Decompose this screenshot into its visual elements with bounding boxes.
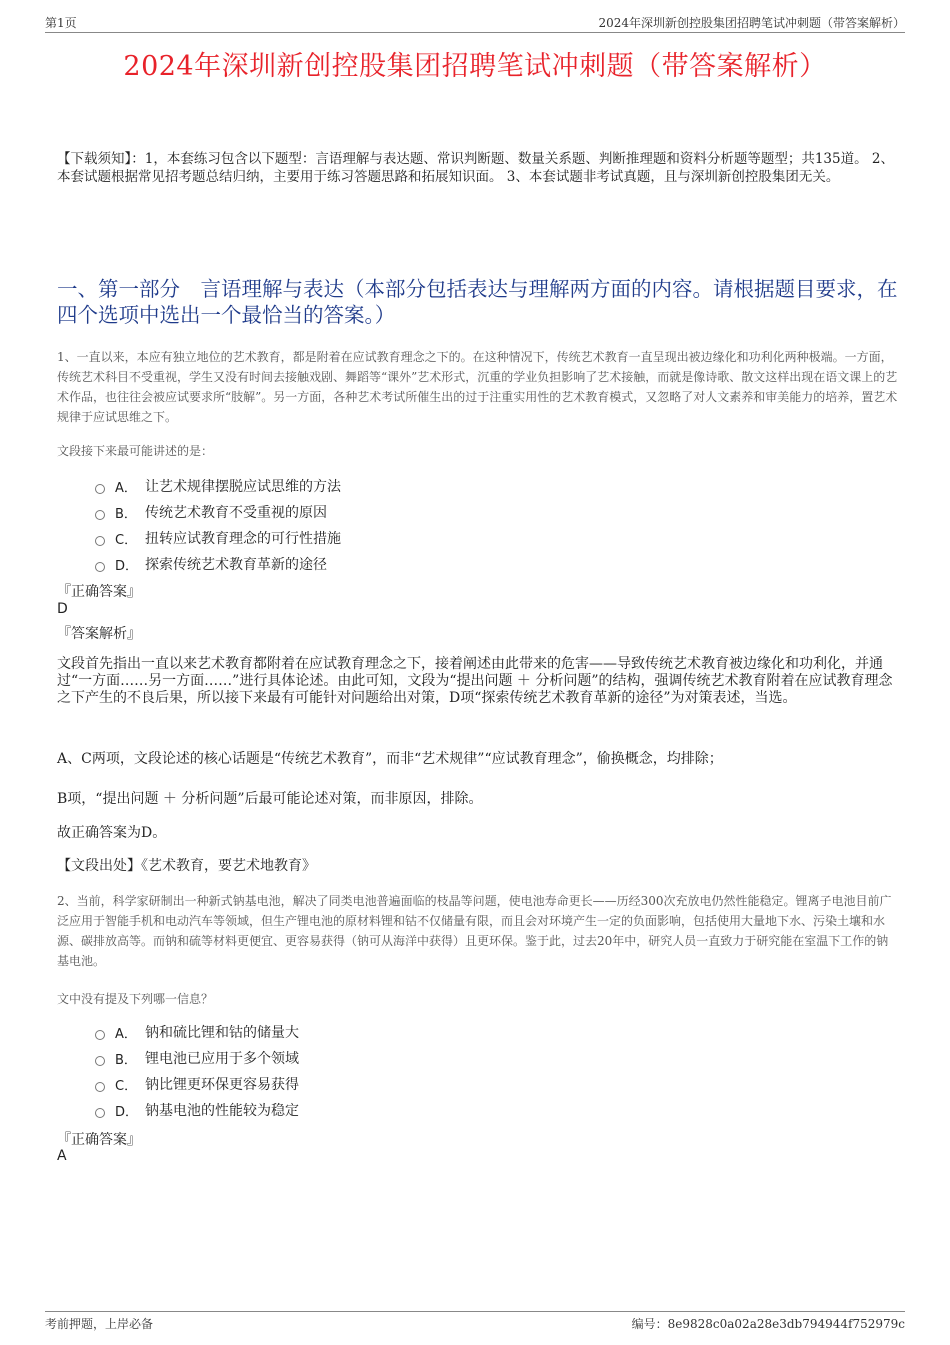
- document-title: 2024年深圳新创控股集团招聘笔试冲刺题（带答案解析）: [123, 51, 827, 82]
- page-number: 第1页: [45, 16, 77, 30]
- header-doc-title: 2024年深圳新创控股集团招聘笔试冲刺题（带答案解析）: [598, 16, 905, 30]
- radio-icon[interactable]: [95, 1056, 105, 1066]
- radio-icon[interactable]: [95, 1108, 105, 1118]
- radio-icon[interactable]: [95, 562, 105, 572]
- section-title: 一、第一部分 言语理解与表达（本部分包括表达与理解两方面的内容。请根据题目要求，在四个选项中选出一个最恰当的答案。）: [57, 277, 898, 327]
- question-1-option-d[interactable]: D． 探索传统艺术教育革新的途径: [95, 551, 341, 577]
- question-2-option-c[interactable]: C． 钠比锂更环保更容易获得: [95, 1071, 299, 1097]
- question-1-options: [95, 473, 341, 577]
- radio-icon[interactable]: [95, 1030, 105, 1040]
- question-2-passage: 2、当前，科学家研制出一种新式钠基电池，解决了同类电池普遍面临的枝晶等问题，使电池寿命更长——历经300次充放电仍然性能稳定。锂离子电池目前广泛应用于智能手机和电动汽车等领域，但生产锂电池的原材料锂和钴不仅储量有限，而且会对环境产生一定的负面影响，包括使用大量地下水、污染土壤和水源、碳排放高等。而钠和硫等材料更便宜、更容易获得（钠可从海洋中获得）且更环保。鉴于此，过去20年中，研究人员一直致力于研究能在室温下工作的钠基电池。: [57, 894, 892, 968]
- download-notice: 【下载须知】：1，本套练习包含以下题型：言语理解与表达题、常识判断题、数量关系题、判断推理题和资料分析题等题型；共135道。 2、本套试题根据常见招考题总结归纳，主要用于练习答题思路和拓展知识面。 3、本套试题非考试真题，且与深圳新创控股集团无关。: [57, 151, 894, 185]
- question-1-analysis-para: B项，“提出问题 ＋ 分析问题”后最可能论述对策，而非原因，排除。: [57, 791, 483, 807]
- question-1-answer: D: [57, 601, 68, 617]
- question-2-answer: A: [57, 1148, 67, 1164]
- question-2-option-b[interactable]: B． 锂电池已应用于多个领域: [95, 1045, 299, 1071]
- radio-icon[interactable]: [95, 1082, 105, 1092]
- question-1-analysis-label: 『答案解析』: [57, 626, 141, 642]
- question-2-answer-label: 『正确答案』: [57, 1132, 141, 1148]
- radio-icon[interactable]: [95, 484, 105, 494]
- radio-icon[interactable]: [95, 510, 105, 520]
- question-1-analysis-para: A、C两项，文段论述的核心话题是“传统艺术教育”，而非“艺术规律”“应试教育理念”，偷换概念，均排除；: [57, 751, 723, 767]
- page-header: [45, 14, 905, 33]
- question-2-prompt: 文中没有提及下列哪一信息？: [57, 992, 214, 1006]
- question-1-option-b[interactable]: B． 传统艺术教育不受重视的原因: [95, 499, 341, 525]
- question-1-answer-label: 『正确答案』: [57, 584, 141, 600]
- question-1-passage: 1、一直以来，本应有独立地位的艺术教育，都是附着在应试教育理念之下的。在这种情况下，传统艺术教育一直呈现出被边缘化和功利化两种极端。一方面，传统艺术科目不受重视，学生又没有时间去接触戏剧、舞蹈等“课外”艺术形式，沉重的学业负担影响了艺术接触，而就是像诗歌、散文这样出现在语文课上的艺术作品，也往往会被应试要求所“肢解”。另一方面，各种艺术考试所催生出的过于注重实用性的艺术教育模式，又忽略了对人文素养和审美能力的培养，置艺术规律于应试思维之下。: [57, 350, 898, 424]
- radio-icon[interactable]: [95, 536, 105, 546]
- question-2-option-d[interactable]: D． 钠基电池的性能较为稳定: [95, 1097, 299, 1123]
- footer-slogan: 考前押题，上岸必备: [45, 1317, 154, 1331]
- question-1-analysis-para: 故正确答案为D。: [57, 825, 167, 841]
- question-1-option-a[interactable]: A． 让艺术规律摆脱应试思维的方法: [95, 473, 341, 499]
- question-2-option-a[interactable]: A． 钠和硫比锂和钴的储量大: [95, 1019, 299, 1045]
- question-1-option-c[interactable]: C． 扭转应试教育理念的可行性措施: [95, 525, 341, 551]
- question-1-analysis-para: 文段首先指出一直以来艺术教育都附着在应试教育理念之下，接着阐述由此带来的危害——导致传统艺术教育被边缘化和功利化，并通过“一方面……另一方面……”进行具体论述。由此可知，文段为“提出问题 ＋ 分析问题”的结构，强调传统艺术教育附着在应试教育理念之下产生的不良后果，所以接下来最有可能针对问题给出对策，D项“探索传统艺术教育革新的途径”为对策表述，当选。: [57, 656, 893, 706]
- page-footer: [45, 1311, 905, 1332]
- question-2-options: [95, 1019, 299, 1123]
- question-1-source: 【文段出处】《艺术教育，要艺术地教育》: [57, 858, 316, 874]
- footer-serial: 编号：8e9828c0a02a28e3db794944f752979c: [631, 1317, 905, 1331]
- question-1-prompt: 文段接下来最可能讲述的是：: [57, 444, 214, 458]
